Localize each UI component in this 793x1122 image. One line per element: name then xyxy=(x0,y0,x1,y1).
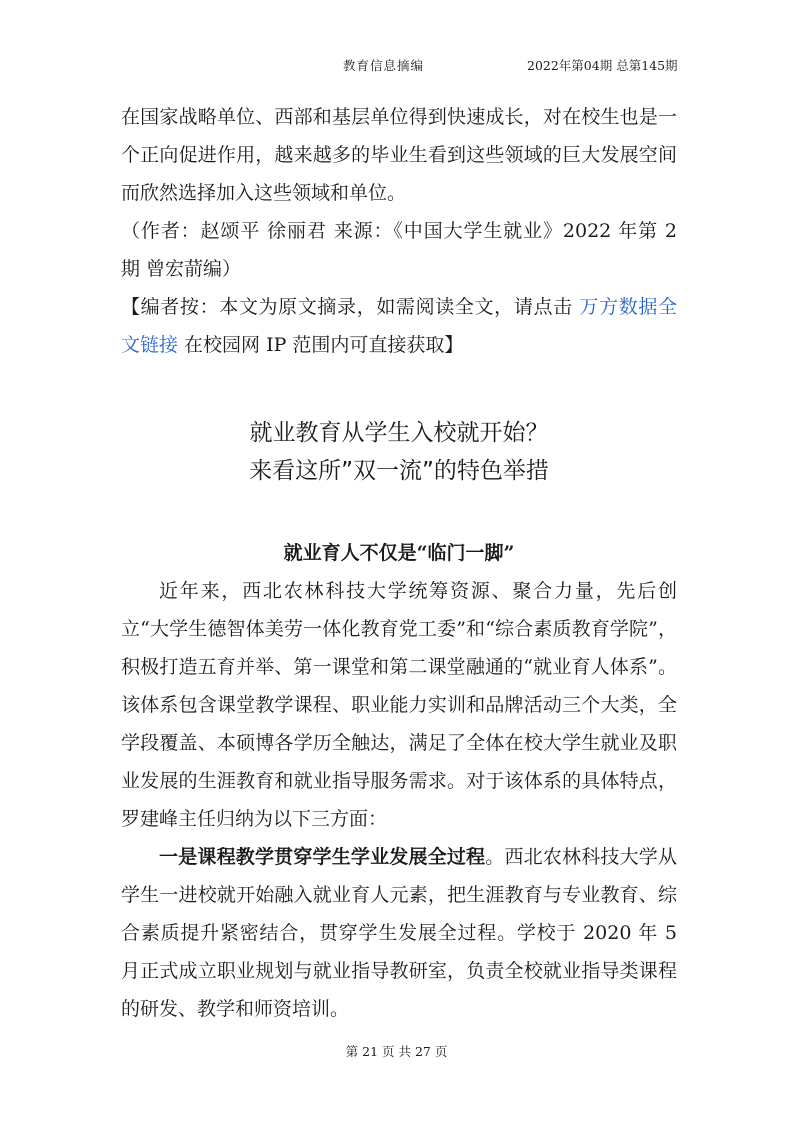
page-footer: 第 21 页 共 27 页 xyxy=(345,1044,448,1059)
article-paragraph-2 xyxy=(121,838,677,1028)
article-title-line1: 就业教育从学生入校就开始？ xyxy=(249,420,549,446)
paragraph-2-highlight: 一是课程教学贯穿学生学业发展全过程 xyxy=(159,846,486,868)
editor-note-suffix: 在校园网 IP 范围内可直接获取】 xyxy=(178,334,464,356)
page-header xyxy=(0,56,793,76)
editor-note-prefix: 【编者按：本文为原文摘录，如需阅读全文，请点击 xyxy=(121,296,580,318)
article-title-line2: 来看这所”双一流”的特色举措 xyxy=(249,458,549,484)
source-citation: （作者：赵颂平 徐丽君 来源：《中国大学生就业》2022 年第 2 期 曾宏葥编） xyxy=(121,220,677,280)
page-body xyxy=(121,98,677,1028)
paragraph-2-body: 。西北农林科技大学从学生一进校就开始融入就业育人元素，把生涯教育与专业教育、综合素质提升紧密结合，贯穿学生发展全过程。学校于 2020 年 5 月正式成立职业规划与就业指导教研室，负责全校就业指导类课程的研发、教学和师资培训。 xyxy=(121,846,677,1020)
section-subheading: 就业育人不仅是“临门一脚” xyxy=(283,542,515,564)
intro-paragraph: 在国家战略单位、西部和基层单位得到快速成长，对在校生也是一个正向促进作用，越来越多的毕业生看到这些领域的巨大发展空间而欣然选择加入这些领域和单位。 xyxy=(121,106,677,204)
editor-note xyxy=(121,288,677,364)
issue-number: 2022年第04期 总第145期 xyxy=(527,58,678,73)
article-paragraph-1: 近年来，西北农林科技大学统筹资源、聚合力量，先后创立“大学生德智体美劳一体化教育党工委”和“综合素质教育学院”，积极打造五育并举、第一课堂和第二课堂融通的“就业育人体系”。该体系包含课堂教学课程、职业能力实训和品牌活动三个大类，全学段覆盖、本硕博各学历全触达，满足了全体在校大学生就业及职业发展的生涯教育和就业指导服务需求。对于该体系的具体特点，罗建峰主任归纳为以下三方面： xyxy=(121,580,677,830)
wanfang-fulltext-link[interactable]: 万方数据全文链接 xyxy=(121,296,677,356)
publication-title: 教育信息摘编 xyxy=(343,58,425,73)
article-title xyxy=(121,414,677,490)
